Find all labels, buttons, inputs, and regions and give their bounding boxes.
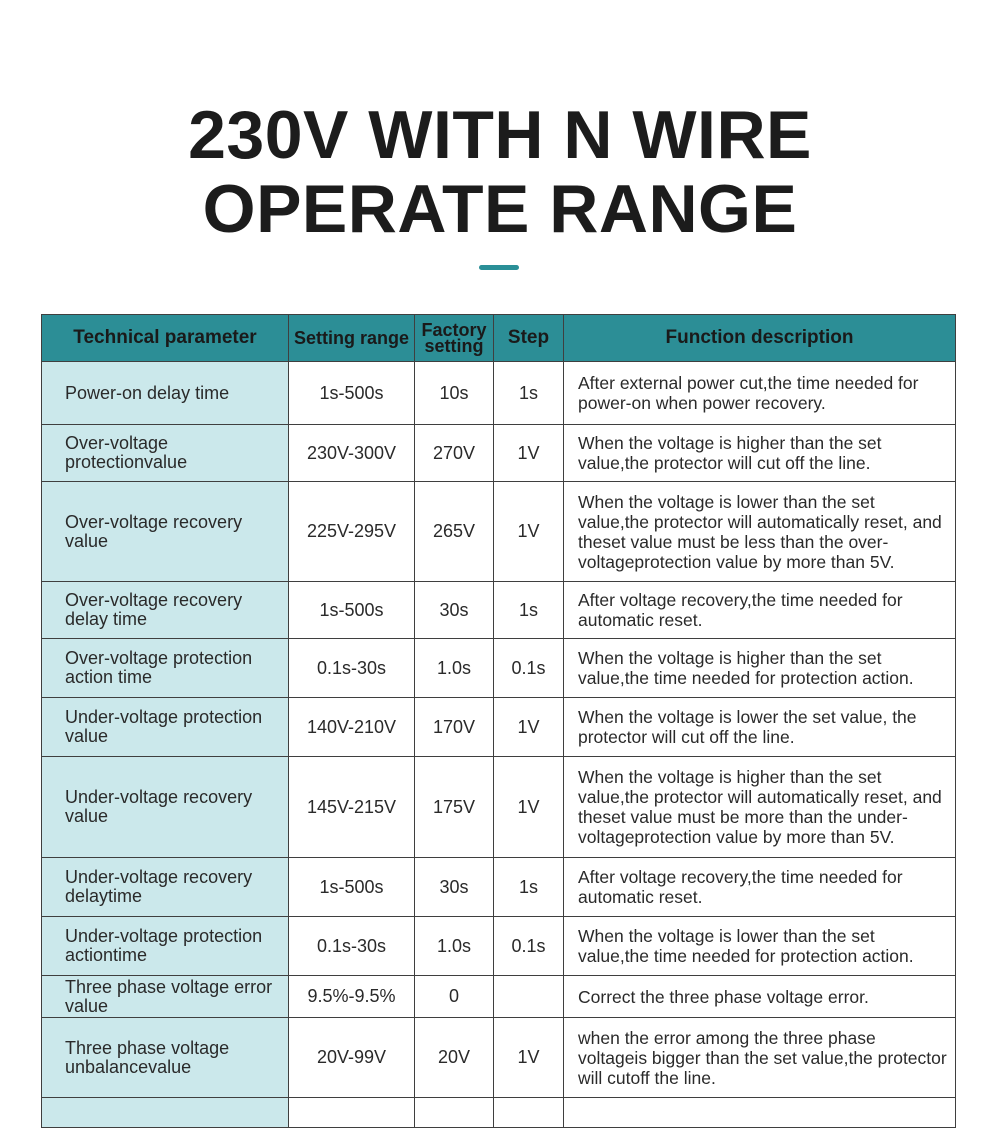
cell-setting-range: 9.5%-9.5% xyxy=(289,976,415,1018)
cell-setting-range: 0.1s-30s xyxy=(289,639,415,698)
factory-header-line-1: Factory xyxy=(421,320,487,340)
cell-function-description: Correct the three phase voltage error. xyxy=(564,976,956,1018)
cell-parameter: Over-voltage recovery delay time xyxy=(42,582,289,639)
column-header-setting-range: Setting range xyxy=(289,315,415,362)
cell-factory-setting: 10s xyxy=(415,362,494,425)
title-line-1: 230V WITH N WIRE xyxy=(188,97,812,173)
cell-factory-setting: 1.0s xyxy=(415,917,494,976)
cell-step: 1V xyxy=(494,482,564,582)
cell-function-description: When the voltage is higher than the set value,the time needed for protection action. xyxy=(564,639,956,698)
cell-factory-setting: 0 xyxy=(415,976,494,1018)
factory-header-line-2: setting xyxy=(424,336,484,356)
table-row xyxy=(42,698,956,757)
cell-setting-range: 1s-500s xyxy=(289,582,415,639)
cell-step: 1V xyxy=(494,1018,564,1098)
table-row xyxy=(42,976,956,1018)
cell-parameter: Under-voltage protection value xyxy=(42,698,289,757)
table-row xyxy=(42,482,956,582)
cell-setting-range: 1s-500s xyxy=(289,362,415,425)
table-row xyxy=(42,1018,956,1098)
cell-parameter: Three phase voltage unbalancevalue xyxy=(42,1018,289,1098)
cell-setting-range: 140V-210V xyxy=(289,698,415,757)
table-row xyxy=(42,639,956,698)
column-header-technical-parameter: Technical parameter xyxy=(42,315,289,362)
table-row xyxy=(42,582,956,639)
cell-function-description: When the voltage is higher than the set value,the protector will automatically reset, and theset value must be more than the under-voltageprotection value by more than 5V. xyxy=(564,757,956,858)
cell-setting-range: 20V-99V xyxy=(289,1018,415,1098)
cell-setting-range: 0.1s-30s xyxy=(289,917,415,976)
cell-function-description: When the voltage is lower than the set value,the protector will automatically reset, and theset value must be less than the over-voltageprotection value by more than 5V. xyxy=(564,482,956,582)
cell-parameter: Under-voltage protection actiontime xyxy=(42,917,289,976)
cell-function-description: When the voltage is lower than the set value,the time needed for protection action. xyxy=(564,917,956,976)
cell-step: 1s xyxy=(494,582,564,639)
table-header-row xyxy=(42,315,956,362)
cell-function-description: After voltage recovery,the time needed for automatic reset. xyxy=(564,858,956,917)
cell-step: 1s xyxy=(494,362,564,425)
cell-step: 1V xyxy=(494,757,564,858)
page-title xyxy=(0,98,1000,246)
cell-factory-setting: 30s xyxy=(415,582,494,639)
cell-function-description: When the voltage is higher than the set value,the protector will cut off the line. xyxy=(564,425,956,482)
cell-parameter: Under-voltage recovery delaytime xyxy=(42,858,289,917)
cell-factory-setting: 175V xyxy=(415,757,494,858)
cell-parameter: Three phase voltage error value xyxy=(42,976,289,1018)
cell-step: 1s xyxy=(494,858,564,917)
table-row xyxy=(42,917,956,976)
cell-factory-setting: 30s xyxy=(415,858,494,917)
table-row xyxy=(42,858,956,917)
column-header-step: Step xyxy=(494,315,564,362)
column-header-function-description: Function description xyxy=(564,315,956,362)
title-line-2: OPERATE RANGE xyxy=(202,171,798,247)
cell-function-description: when the error among the three phase voltageis bigger than the set value,the protector will cutoff the line. xyxy=(564,1018,956,1098)
cell-step: 0.1s xyxy=(494,639,564,698)
cell-factory-setting: 1.0s xyxy=(415,639,494,698)
cell-factory-setting: 170V xyxy=(415,698,494,757)
table-row xyxy=(42,362,956,425)
column-header-factory-setting xyxy=(415,315,494,362)
cell-function-description: After voltage recovery,the time needed for automatic reset. xyxy=(564,582,956,639)
cell-function-description: After external power cut,the time needed for power-on when power recovery. xyxy=(564,362,956,425)
cell-step: 1V xyxy=(494,698,564,757)
cell-factory-setting: 265V xyxy=(415,482,494,582)
cell-parameter: Power-on delay time xyxy=(42,362,289,425)
cell-step: 0.1s xyxy=(494,917,564,976)
cell-setting-range: 225V-295V xyxy=(289,482,415,582)
cell-parameter: Over-voltage recovery value xyxy=(42,482,289,582)
cell-setting-range: 230V-300V xyxy=(289,425,415,482)
title-accent-divider xyxy=(479,265,519,270)
cell-parameter: Over-voltage protectionvalue xyxy=(42,425,289,482)
cell-setting-range: 1s-500s xyxy=(289,858,415,917)
cell-factory-setting: 20V xyxy=(415,1018,494,1098)
table-row xyxy=(42,757,956,858)
cell-setting-range: 145V-215V xyxy=(289,757,415,858)
operate-range-table xyxy=(41,314,956,1128)
cell-parameter: Under-voltage recovery value xyxy=(42,757,289,858)
cell-step: 1V xyxy=(494,425,564,482)
cell-factory-setting: 270V xyxy=(415,425,494,482)
cell-parameter: Over-voltage protection action time xyxy=(42,639,289,698)
cell-function-description: When the voltage is lower the set value, the protector will cut off the line. xyxy=(564,698,956,757)
cell-step xyxy=(494,976,564,1018)
table-row xyxy=(42,425,956,482)
